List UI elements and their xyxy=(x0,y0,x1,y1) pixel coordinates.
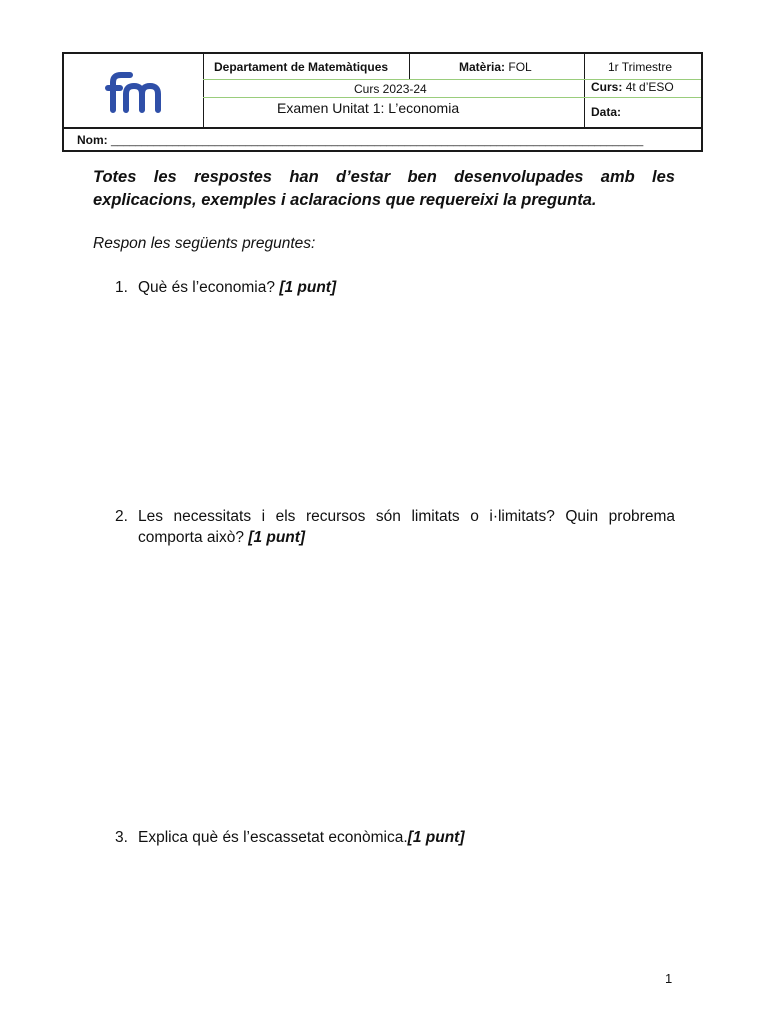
divider xyxy=(203,97,701,98)
school-logo xyxy=(64,54,203,127)
question-number: 1. xyxy=(115,279,128,296)
divider xyxy=(409,54,410,79)
question-2 xyxy=(115,506,675,548)
name-field xyxy=(77,133,643,147)
subject-label: Matèria: xyxy=(459,60,506,74)
page-number: 1 xyxy=(665,971,673,986)
divider xyxy=(584,54,585,127)
question-1 xyxy=(115,277,675,298)
question-number: 3. xyxy=(115,829,128,846)
exam-title: Examen Unitat 1: L’economia xyxy=(277,100,460,116)
course-label: Curs: xyxy=(591,80,623,94)
instructions: Totes les respostes han d’estar ben desenvolupades amb les explicacions, exemples i aclaracions que requereixi la pregunta. xyxy=(93,168,675,209)
exam-header-table xyxy=(62,52,703,152)
question-text: Explica què és l’escassetat econòmica. xyxy=(138,829,408,846)
date-label: Data: xyxy=(591,105,622,119)
term-label: 1r Trimestre xyxy=(608,60,673,74)
question-3 xyxy=(115,827,675,848)
question-text: Les necessitats i els recursos són limitats o i·limitats? Quin probrema comporta això? xyxy=(138,508,675,546)
name-line: _______________________________________________________________________________________ xyxy=(111,135,644,147)
question-points: [1 punt] xyxy=(279,279,337,296)
course-year: Curs 2023-24 xyxy=(354,82,427,96)
question-points: [1 punt] xyxy=(407,829,465,846)
name-label: Nom: xyxy=(77,133,108,147)
question-points: [1 punt] xyxy=(248,529,306,546)
course-field xyxy=(591,80,674,94)
question-text: Què és l’economia? xyxy=(138,279,280,296)
department-label: Departament de Matemàtiques xyxy=(214,60,389,74)
question-number: 2. xyxy=(115,508,128,525)
subject-field xyxy=(459,60,532,74)
course-value: 4t d’ESO xyxy=(625,80,674,94)
subject-value: FOL xyxy=(508,60,532,74)
logo-cell xyxy=(64,54,204,127)
divider xyxy=(64,127,701,129)
subtitle: Respon les següents preguntes: xyxy=(93,235,316,252)
